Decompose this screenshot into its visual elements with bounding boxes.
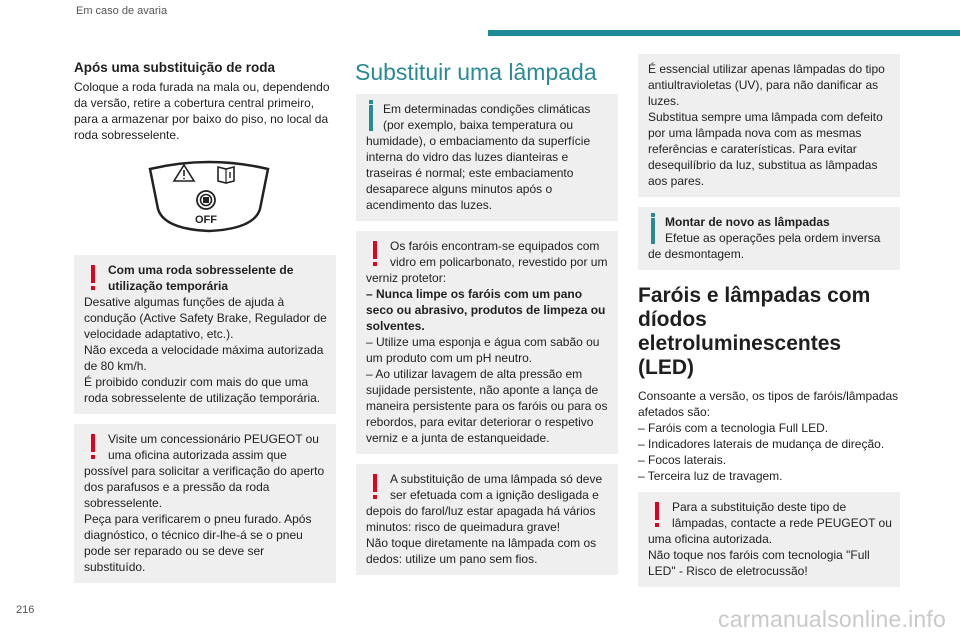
warning-box-temporary-spare — [74, 255, 336, 414]
info-box-refit-bulbs — [638, 207, 900, 270]
warning-title: Com uma roda sobresselente de utilização temporária — [108, 263, 294, 293]
warning-intro: Os faróis encontram-se equipados com vidro em policarbonato, revestido por um verniz protetor: — [366, 239, 608, 285]
note-line: É essencial utilizar apenas lâmpadas do tipo antiultravioletas (UV), para não danificar as luzes. — [648, 62, 885, 108]
button-panel-illustration — [144, 157, 274, 237]
page-number: 216 — [16, 604, 35, 616]
warning-item: – Ao utilizar lavagem de alta pressão em sujidade persistente, não aponte a lança de maneira persistente para os faróis ou para os rebordos, para evitar deteriorar o respetivo verniz e a junta de estanqueidade. — [366, 367, 608, 445]
info-box-condensation — [356, 94, 618, 221]
warning-item: – Nunca limpe os faróis com um pano seco ou abrasivo, produtos de limpeza ou solventes. — [366, 287, 606, 333]
list-item: – Focos laterais. — [638, 453, 727, 467]
warning-box-led — [638, 492, 900, 587]
warning-exclamation-icon — [650, 500, 664, 530]
wheel-replacement-heading: Após uma substituição de roda — [74, 60, 276, 75]
off-label: OFF — [195, 214, 217, 226]
section-title: Em caso de avaria — [76, 5, 168, 17]
column-1 — [74, 54, 336, 593]
warning-line: A substituição de uma lâmpada só deve ser efetuada com a ignição desligada e depois do farol/luz estar apagada há vários minutos: risco de queimadura grave! — [366, 472, 603, 534]
dashboard-button-figure — [144, 157, 274, 237]
warning-line: Não toque diretamente na lâmpada com os dedos: utilize um pano sem fios. — [366, 536, 597, 566]
warning-box-ignition-off — [356, 464, 618, 575]
list-item: – Terceira luz de travagem. — [638, 469, 783, 483]
note-line: Substitua sempre uma lâmpada com defeito por uma lâmpada nova com as mesmas referências e caraterísticas. Para evitar desequilíbrio da luz, substitua as lâmpadas aos pares. — [648, 110, 883, 188]
warning-line: Não toque nos faróis com tecnologia "Full LED" - Risco de eletrocussão! — [648, 548, 870, 578]
warning-line: Desative algumas funções de ajuda à condução (Active Safety Brake, Regulador de velocidade adaptativo, etc.). — [84, 295, 327, 341]
watermark: carmanualsonline.info — [718, 606, 946, 632]
warning-exclamation-icon — [368, 472, 382, 502]
warning-item: – Utilize uma esponja e água com sabão ou um produto com um pH neutro. — [366, 335, 600, 365]
warning-box-dealer-visit — [74, 424, 336, 583]
warning-line: Não exceda a velocidade máxima autorizada de 80 km/h. — [84, 343, 324, 373]
warning-line: É proibido conduzir com mais do que uma roda sobresselente de utilização temporária. — [84, 375, 321, 405]
column-3 — [638, 54, 900, 597]
note-box-uv-bulbs — [638, 54, 900, 197]
info-icon — [369, 105, 373, 131]
bulb-replacement-heading: Substituir uma lâmpada — [355, 59, 597, 85]
info-text: Efetue as operações pela ordem inversa de desmontagem. — [648, 231, 881, 261]
warning-line: Visite um concessionário PEUGEOT ou uma oficina autorizada assim que possível para solicitar a verificação do aperto dos parafusos e a pressão da roda sobresselente. — [84, 432, 325, 510]
list-item: – Faróis com a tecnologia Full LED. — [638, 421, 829, 435]
warning-box-polycarbonate — [356, 231, 618, 454]
list-item: – Indicadores laterais de mudança de direção. — [638, 437, 885, 451]
led-types-list — [638, 420, 900, 484]
warning-line: Para a substituição deste tipo de lâmpadas, contacte a rede PEUGEOT ou uma oficina autorizada. — [648, 500, 892, 546]
warning-exclamation-icon — [86, 432, 100, 462]
wheel-replacement-intro: Coloque a roda furada na mala ou, dependendo da versão, retire a cobertura central primeiro, para a armazenar por baixo do piso, no local da roda sobresselente. — [74, 80, 330, 142]
led-intro: Consoante a versão, os tipos de faróis/lâmpadas afetados são: — [638, 389, 899, 419]
header-accent-bar — [488, 30, 960, 36]
warning-exclamation-icon — [368, 239, 382, 269]
info-text: Em determinadas condições climáticas (por exemplo, baixa temperatura ou humidade), o embaciamento da superfície interna do vidro das luzes dianteiras e traseiras é normal; este embaciamento desaparece alguns minutos após o acendimento das luzes. — [366, 102, 591, 212]
column-2 — [356, 54, 618, 585]
led-section-heading: Faróis e lâmpadas com díodos eletroluminescentes (LED) — [638, 284, 871, 379]
info-icon — [651, 218, 655, 244]
warning-line: Peça para verificarem o pneu furado. Após diagnóstico, o técnico dir-lhe-á se o pneu pode ser reparado ou se deve ser substituído. — [84, 512, 312, 574]
info-title: Montar de novo as lâmpadas — [665, 215, 830, 229]
warning-exclamation-icon — [86, 263, 100, 293]
